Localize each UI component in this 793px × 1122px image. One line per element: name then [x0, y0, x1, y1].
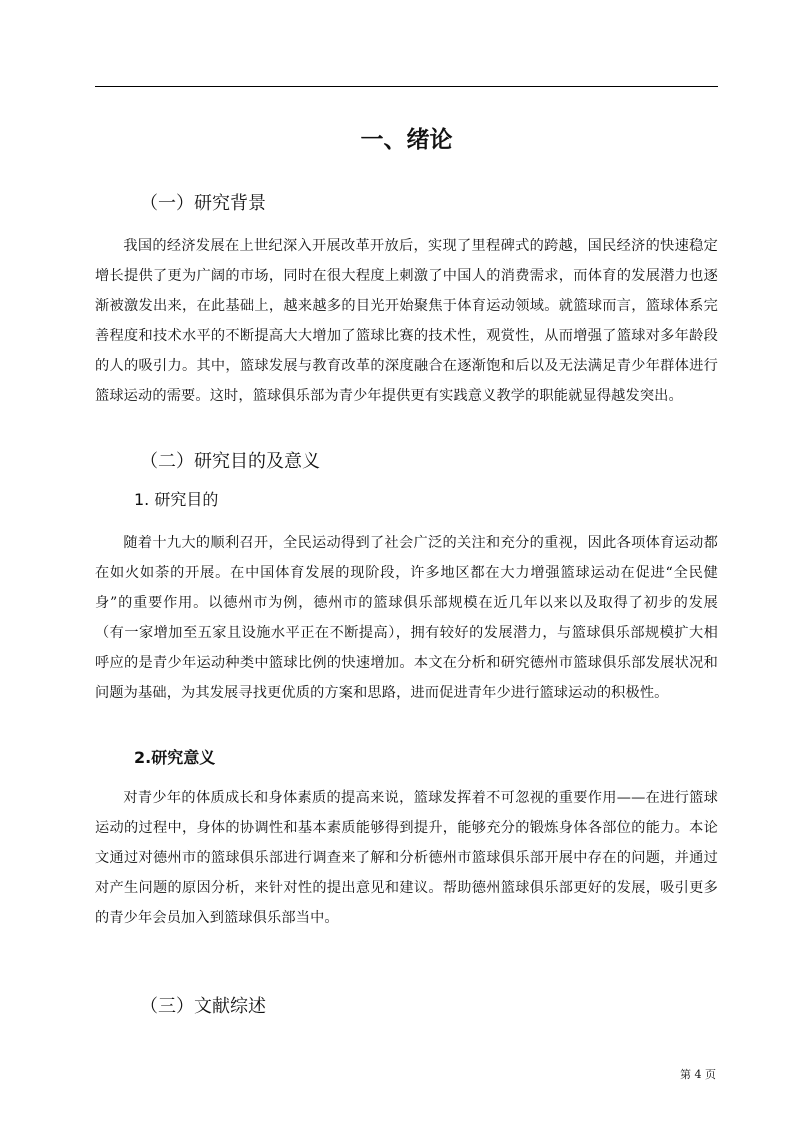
section-heading-purpose: （二）研究目的及意义 [140, 451, 320, 472]
paragraph-background: 我国的经济发展在上世纪深入开展改革开放后，实现了里程碑式的跨越，国民经济的快速稳定增长提供了更为广阔的市场，同时在很大程度上刺激了中国人的消费需求，而体育的发展潜力也逐渐被激发出来，在此基础上，越来越多的目光开始聚焦于体育运动领域。就篮球而言，篮球体系完善程度和技术水平的不断提高大大增加了篮球比赛的技术性，观赏性，从而增强了篮球对多年龄段的人的吸引力。其中，篮球发展与教育改革的深度融合在逐渐饱和后以及无法满足青少年群体进行篮球运动的需要。这时，篮球俱乐部为青少年提供更有实践意义教学的职能就显得越发突出。 [95, 238, 718, 404]
section-heading-background: （一）研究背景 [140, 193, 266, 214]
page-number: 第 4 页 [680, 1068, 716, 1081]
subsection-heading-purpose: 1. 研究目的 [134, 490, 219, 509]
section-heading-literature: （三）文献综述 [140, 996, 266, 1017]
header-rule [95, 86, 718, 87]
paragraph-purpose: 随着十九大的顺利召开，全民运动得到了社会广泛的关注和充分的重视，因此各项体育运动都在如火如荼的开展。在中国体育发展的现阶段，许多地区都在大力增强篮球运动在促进“全民健身”的重要作用。以德州市为例，德州市的篮球俱乐部规模在近几年以来以及取得了初步的发展（有一家增加至五家且设施水平正在不断提高），拥有较好的发展潜力，与篮球俱乐部规模扩大相呼应的是青少年运动种类中篮球比例的快速增加。本文在分析和研究德州市篮球俱乐部发展状况和问题为基础，为其发展寻找更优质的方案和思路，进而促进青年少进行篮球运动的积极性。 [95, 535, 718, 701]
paragraph-significance: 对青少年的体质成长和身体素质的提高来说，篮球发挥着不可忽视的重要作用——在进行篮球运动的过程中，身体的协调性和基本素质能够得到提升，能够充分的锻炼身体各部位的能力。本论文通过对德州市的篮球俱乐部进行调查来了解和分析德州市篮球俱乐部开展中存在的问题，并通过对产生问题的原因分析，来针对性的提出意见和建议。帮助德州篮球俱乐部更好的发展，吸引更多的青少年会员加入到篮球俱乐部当中。 [95, 790, 718, 926]
subsection-heading-significance: 2.研究意义 [134, 748, 216, 767]
chapter-title: 一、绪论 [360, 127, 453, 153]
